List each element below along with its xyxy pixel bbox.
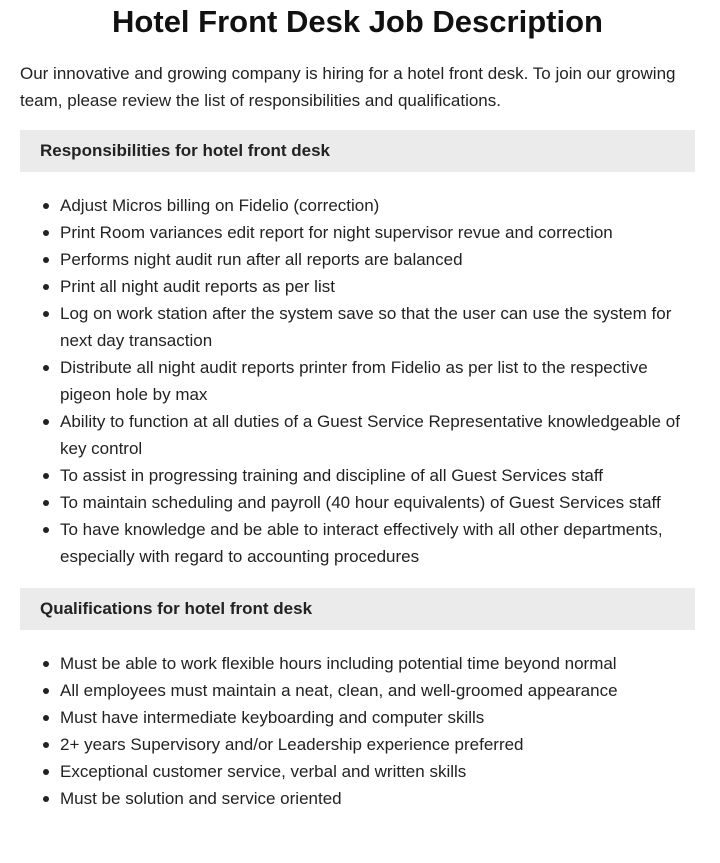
list-item: Must be solution and service oriented bbox=[20, 785, 695, 812]
list-item: Exceptional customer service, verbal and written skills bbox=[20, 758, 695, 785]
list-item: 2+ years Supervisory and/or Leadership experience preferred bbox=[20, 731, 695, 758]
responsibilities-list bbox=[20, 192, 695, 570]
list-item: All employees must maintain a neat, clean, and well-groomed appearance bbox=[20, 677, 695, 704]
intro-paragraph: Our innovative and growing company is hiring for a hotel front desk. To join our growing team, please review the list of responsibilities and qualifications. bbox=[20, 64, 676, 110]
qualifications-heading: Qualifications for hotel front desk bbox=[20, 588, 695, 630]
list-item: Performs night audit run after all reports are balanced bbox=[20, 246, 695, 273]
list-item: Distribute all night audit reports printer from Fidelio as per list to the respective pigeon hole by max bbox=[20, 354, 695, 408]
page-title: Hotel Front Desk Job Description bbox=[112, 4, 603, 39]
list-item: Ability to function at all duties of a Guest Service Representative knowledgeable of key control bbox=[20, 408, 695, 462]
list-item: To have knowledge and be able to interact effectively with all other departments, especially with regard to accounting procedures bbox=[20, 516, 695, 570]
qualifications-list bbox=[20, 650, 695, 812]
list-item: Log on work station after the system save so that the user can use the system for next day transaction bbox=[20, 300, 695, 354]
list-item: To maintain scheduling and payroll (40 hour equivalents) of Guest Services staff bbox=[20, 489, 695, 516]
responsibilities-heading: Responsibilities for hotel front desk bbox=[20, 130, 695, 172]
list-item: Must be able to work flexible hours including potential time beyond normal bbox=[20, 650, 695, 677]
list-item: To assist in progressing training and discipline of all Guest Services staff bbox=[20, 462, 695, 489]
list-item: Print Room variances edit report for night supervisor revue and correction bbox=[20, 219, 695, 246]
list-item: Print all night audit reports as per list bbox=[20, 273, 695, 300]
list-item: Must have intermediate keyboarding and computer skills bbox=[20, 704, 695, 731]
list-item: Adjust Micros billing on Fidelio (correction) bbox=[20, 192, 695, 219]
